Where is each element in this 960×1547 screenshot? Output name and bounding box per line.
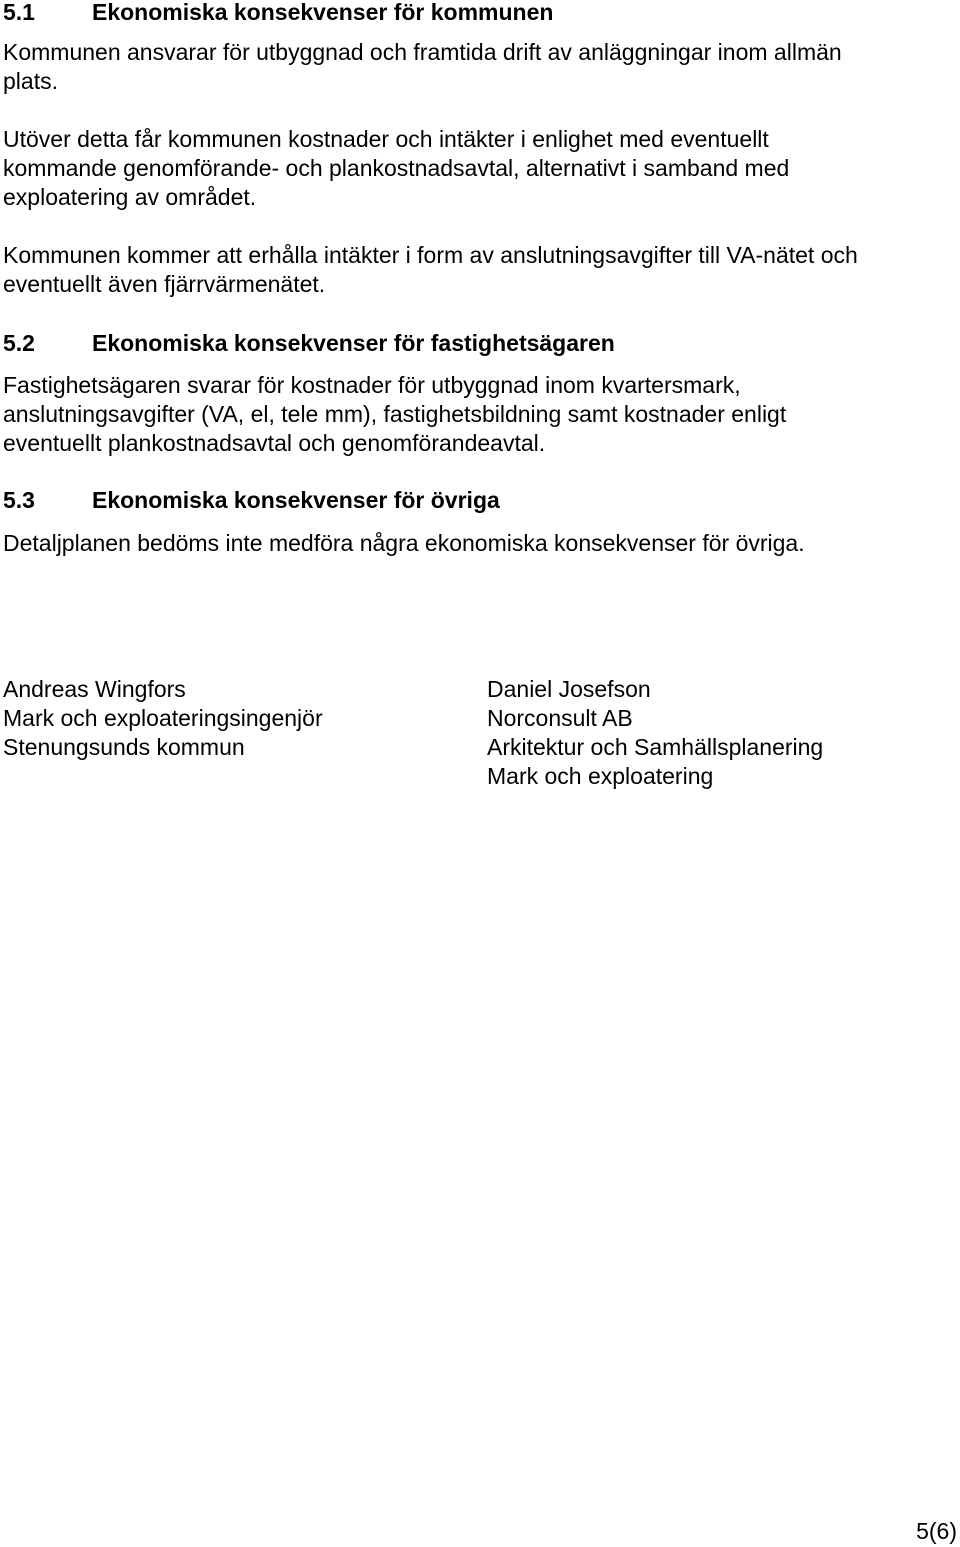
section-number: 5.1 (3, 0, 35, 25)
paragraph (3, 125, 958, 212)
paragraph (3, 371, 958, 458)
section-number: 5.3 (3, 487, 35, 513)
signature-unit: Mark och exploatering (487, 763, 714, 789)
text-line: Fastighetsägaren svarar för kostnader för utbyggnad inom kvartersmark, (3, 372, 741, 398)
section-heading-5-2 (3, 329, 615, 358)
signature-title: Mark och exploateringsingenjör (3, 705, 323, 731)
signature-name: Daniel Josefson (487, 676, 651, 702)
section-title: Ekonomiska konsekvenser för fastighetsägaren (92, 330, 615, 356)
text-line: Kommunen kommer att erhålla intäkter i form av anslutningsavgifter till VA-nätet och (3, 242, 858, 268)
signature-block-right (487, 675, 823, 791)
text-line: kommande genomförande- och plankostnadsavtal, alternativt i samband med (3, 155, 790, 181)
text-line: eventuellt även fjärrvärmenätet. (3, 271, 326, 297)
text-line: plats. (3, 68, 58, 94)
signature-block-left (3, 675, 323, 762)
text-line: anslutningsavgifter (VA, el, tele mm), fastighetsbildning samt kostnader enligt (3, 401, 787, 427)
section-title: Ekonomiska konsekvenser för övriga (92, 487, 500, 513)
signature-organization: Norconsult AB (487, 705, 633, 731)
signature-organization: Stenungsunds kommun (3, 734, 245, 760)
section-number: 5.2 (3, 330, 35, 356)
text-line: eventuellt plankostnadsavtal och genomförandeavtal. (3, 430, 546, 456)
section-heading-5-3 (3, 486, 500, 515)
section-heading-5-1 (3, 0, 553, 27)
text-line: Detaljplanen bedöms inte medföra några ekonomiska konsekvenser för övriga. (3, 530, 805, 556)
text-line: Kommunen ansvarar för utbyggnad och framtida drift av anläggningar inom allmän (3, 39, 842, 65)
page-number: 5(6) (916, 1518, 957, 1544)
signature-department: Arkitektur och Samhällsplanering (487, 734, 824, 760)
signature-name: Andreas Wingfors (3, 676, 186, 702)
paragraph (3, 241, 958, 299)
text-line: Utöver detta får kommunen kostnader och intäkter i enlighet med eventuellt (3, 126, 769, 152)
section-title: Ekonomiska konsekvenser för kommunen (92, 0, 554, 25)
paragraph (3, 529, 958, 558)
paragraph (3, 38, 958, 96)
text-line: exploatering av området. (3, 184, 257, 210)
